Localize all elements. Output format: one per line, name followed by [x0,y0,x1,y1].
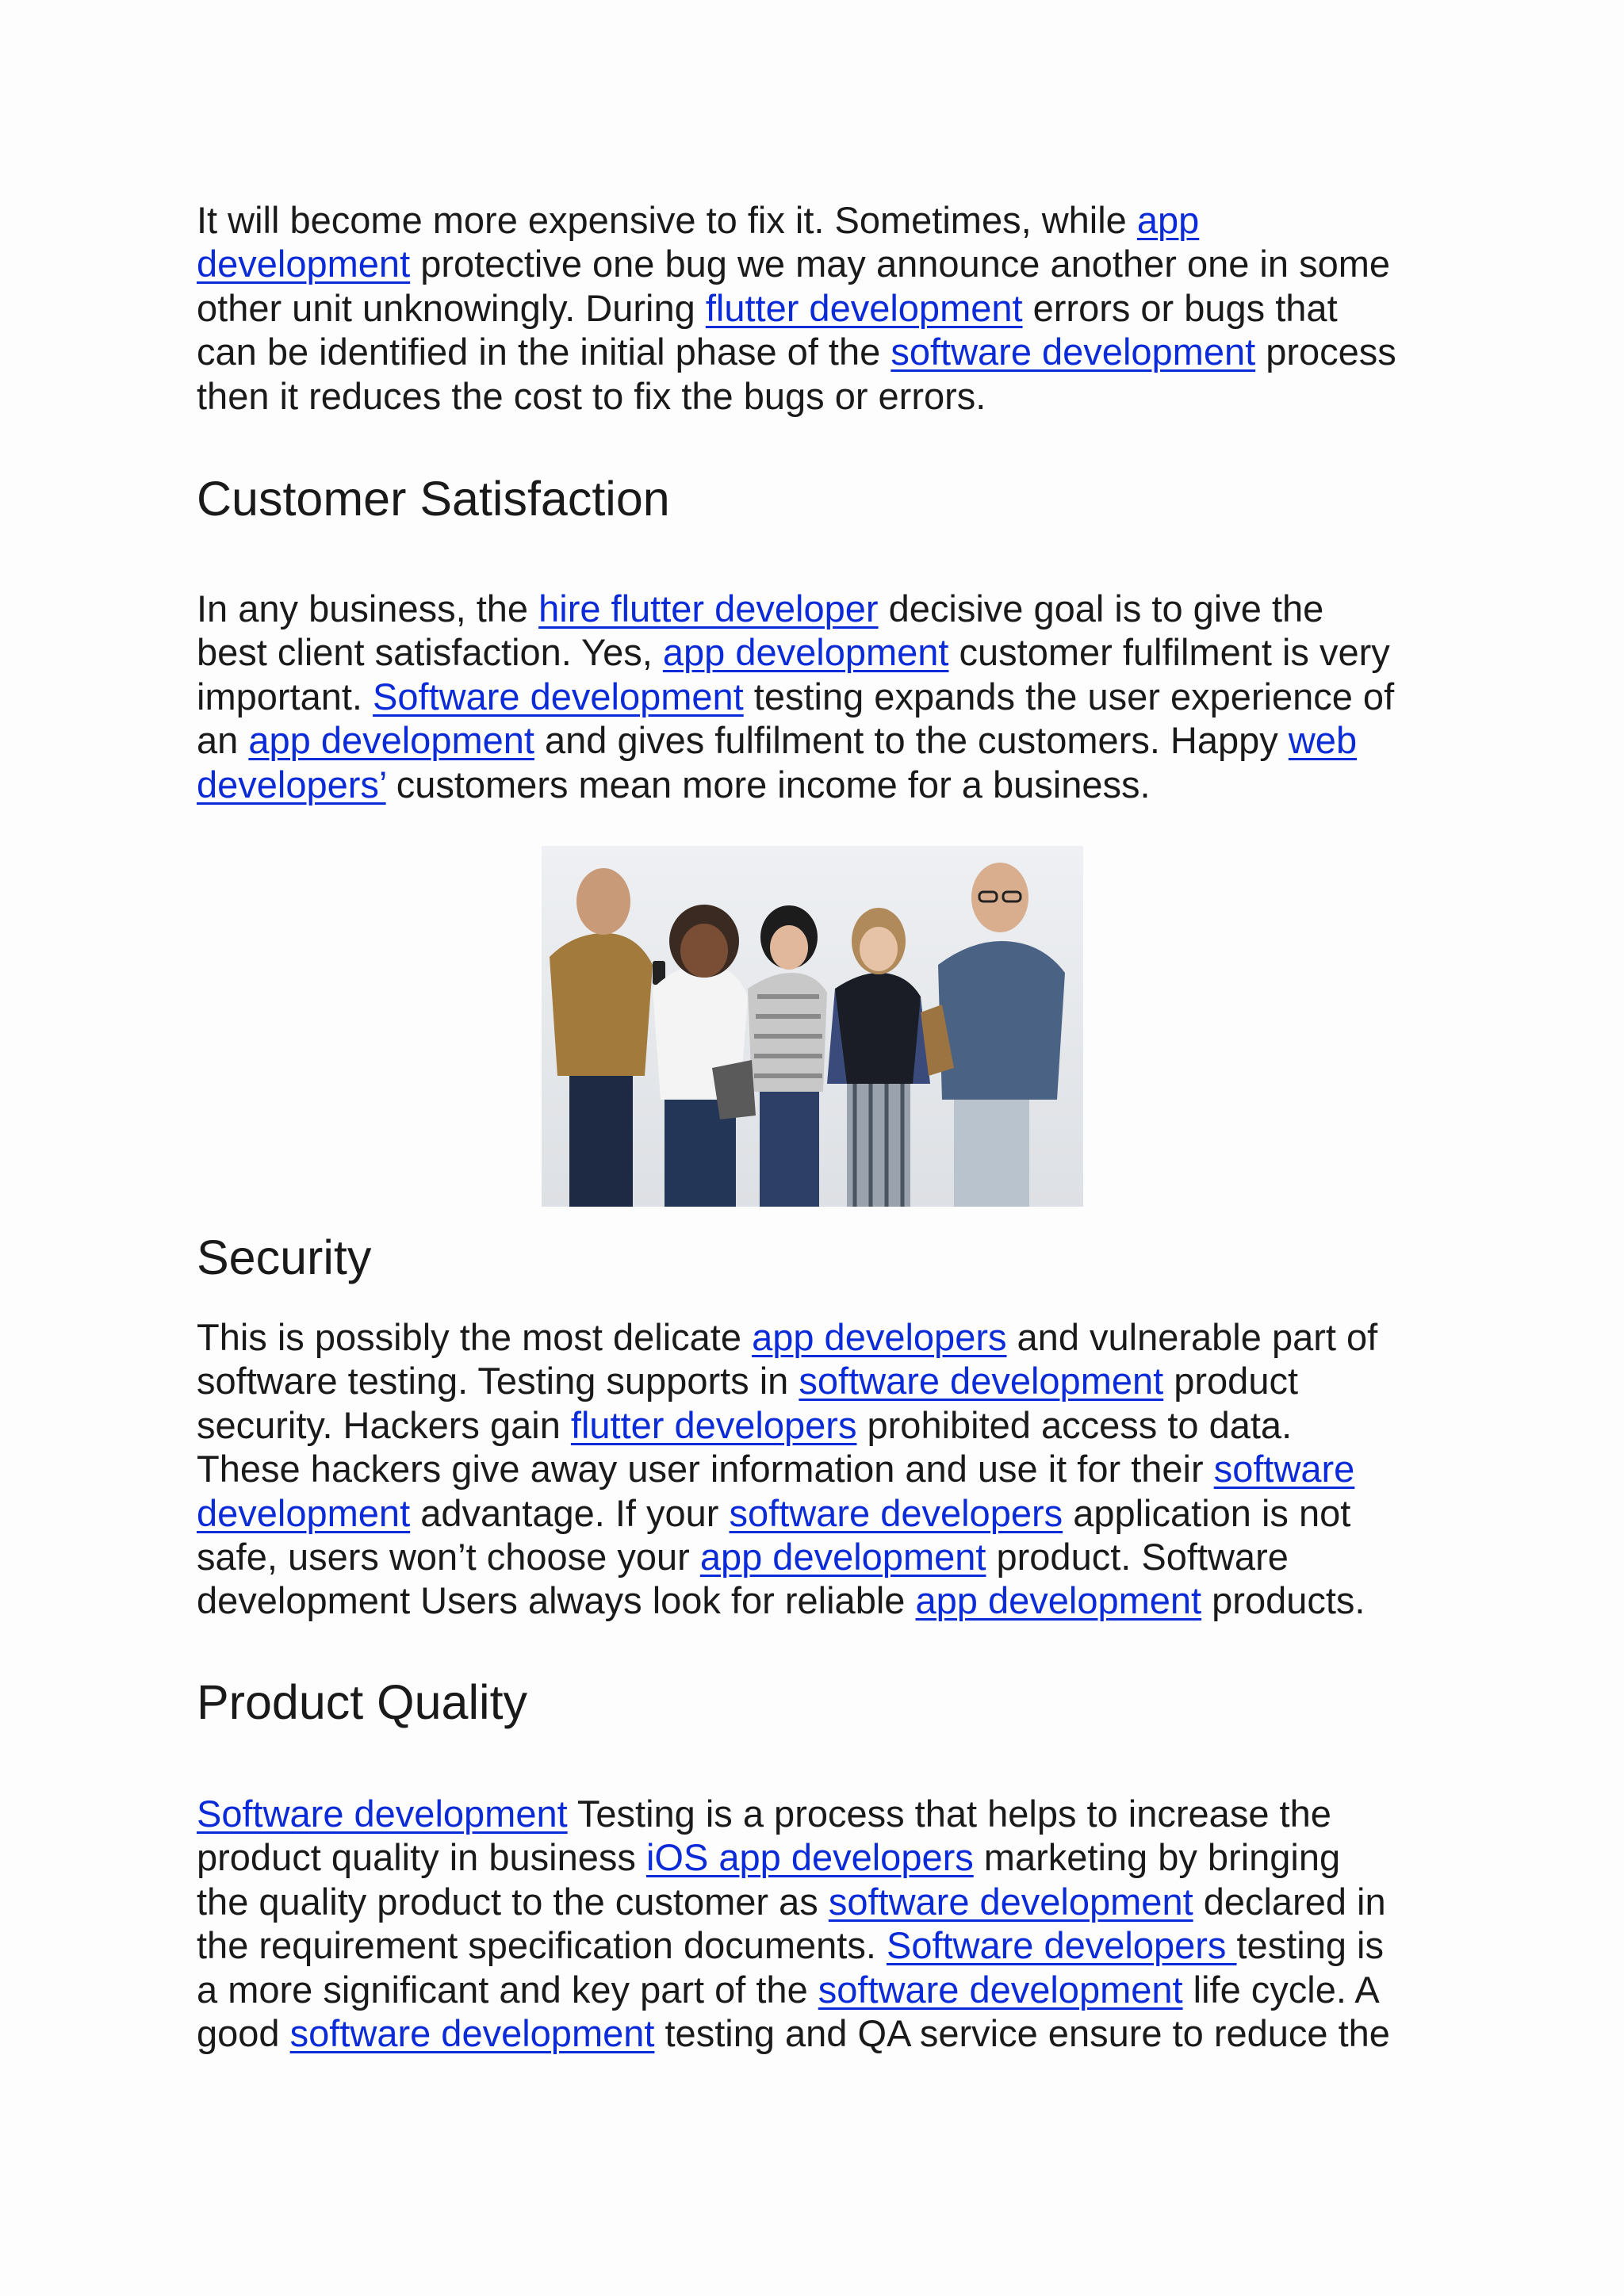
text-run: other unit unknowingly. During [197,286,706,329]
link-software-developers[interactable]: software developers [729,1491,1063,1534]
text-run: It will become more expensive to fix it. Sometimes, while [197,199,1137,241]
text-line [197,1491,1450,1535]
text-run: products. [1201,1579,1365,1622]
text-line [197,1792,1450,1835]
text-line [197,630,1450,674]
text-run: the requirement specification documents. [197,1924,887,1967]
section-heading: Customer Satisfaction [197,472,670,526]
link-software-development[interactable]: development [197,1491,411,1534]
link-software-developers[interactable]: Software developers [886,1924,1237,1967]
text-run: product [1163,1360,1299,1402]
text-run: security. Hackers gain [197,1403,571,1446]
text-run: and vulnerable part of [1006,1316,1378,1358]
link-software-development[interactable]: software development [828,1880,1193,1923]
link-app-development[interactable]: development [197,243,411,285]
text-run: an [197,719,249,762]
text-line [197,374,1450,418]
intro-paragraph [197,198,1450,418]
text-line [197,763,1450,806]
text-run: advantage. If your [410,1491,730,1534]
text-run: best client satisfaction. Yes, [197,631,663,674]
text-run: safe, users won’t choose your [197,1536,700,1578]
text-run: declared in [1193,1880,1386,1923]
text-run: decisive goal is to give the [878,587,1324,629]
text-run: can be identified in the initial phase of the [197,331,891,373]
text-run: testing and QA service ensure to reduce the [654,2012,1390,2055]
text-run: Testing is a process that helps to increase the [567,1793,1331,1835]
text-run: then it reduces the cost to fix the bugs or errors. [197,374,986,417]
text-line [197,1578,1450,1622]
text-line [197,242,1450,285]
text-line [197,286,1450,330]
link-app-development[interactable]: app [1136,199,1200,241]
link-app-development[interactable]: app development [915,1579,1202,1622]
link-app-development[interactable]: app development [248,719,534,762]
text-line [197,198,1450,242]
link-software-development[interactable]: software development [289,2012,655,2055]
photo-illustration [542,846,1083,1207]
text-run: This is possibly the most delicate [197,1316,753,1358]
text-run: important. [197,675,373,718]
customer-satisfaction-paragraph [197,587,1450,806]
link-software-development[interactable]: Software development [373,675,744,718]
text-line [197,330,1450,373]
link-flutter-development[interactable]: flutter development [705,286,1023,329]
text-run: software testing. Testing supports in [197,1360,799,1402]
text-run: life cycle. A [1182,1968,1380,2011]
link-software-development[interactable]: software development [799,1360,1164,1402]
text-line [197,1880,1450,1923]
text-run: product quality in business [197,1836,646,1879]
text-run: testing expands the user experience of [743,675,1395,718]
link-app-development[interactable]: app development [699,1536,986,1578]
text-line [197,1835,1450,1879]
text-run: prohibited access to data. [856,1403,1293,1446]
text-line [197,1447,1450,1490]
text-line [197,1315,1450,1359]
text-run: process [1255,331,1396,373]
product-quality-heading-block [197,1674,1450,1730]
text-line [197,718,1450,762]
link-web-developers[interactable]: web [1288,719,1358,762]
text-line [197,1968,1450,2011]
link-software-development[interactable]: software [1213,1448,1355,1490]
text-line [197,2011,1450,2055]
text-run: marketing by bringing [973,1836,1341,1879]
section-heading: Security [197,1230,372,1284]
link-app-developers[interactable]: app developers [752,1316,1007,1358]
link-software-development[interactable]: software development [818,1968,1183,2011]
text-run: the quality product to the customer as [197,1880,829,1923]
text-run: and gives fulfilment to the customers. Happy [534,719,1289,762]
text-line [197,675,1450,718]
text-line [197,587,1450,630]
text-run: errors or bugs that [1022,286,1338,329]
security-heading-block [197,1230,1450,1285]
text-run: development Users always look for reliable [197,1579,916,1622]
text-run: customer fulfilment is very [948,631,1390,674]
link-software-development[interactable]: Software development [197,1793,568,1835]
link-app-development[interactable]: app development [662,631,949,674]
link-hire-flutter-developer[interactable]: hire flutter developer [538,587,879,629]
customer-satisfaction-heading-block [197,471,1450,526]
group-of-people-using-phones-photo [542,846,1083,1207]
text-run: In any business, the [197,587,539,629]
text-run: customers mean more income for a business. [385,763,1151,806]
product-quality-paragraph [197,1792,1450,2055]
text-line [197,1923,1450,1967]
text-line [197,1359,1450,1402]
security-paragraph [197,1315,1450,1623]
text-run: testing is [1236,1924,1384,1967]
link-ios-app-developers[interactable]: iOS app developers [645,1836,974,1879]
text-run: protective one bug we may announce another one in some [410,243,1391,285]
text-run: product. Software [986,1536,1289,1578]
text-run: These hackers give away user information and use it for their [197,1448,1214,1490]
section-heading: Product Quality [197,1675,528,1729]
text-line [197,1535,1450,1578]
text-line [197,1403,1450,1447]
link-flutter-developers[interactable]: flutter developers [570,1403,857,1446]
link-software-development[interactable]: software development [891,331,1256,373]
link-web-developers[interactable]: developers’ [197,763,386,806]
text-run: a more significant and key part of the [197,1968,818,2011]
text-run: good [197,2012,290,2055]
text-run: application is not [1063,1491,1351,1534]
